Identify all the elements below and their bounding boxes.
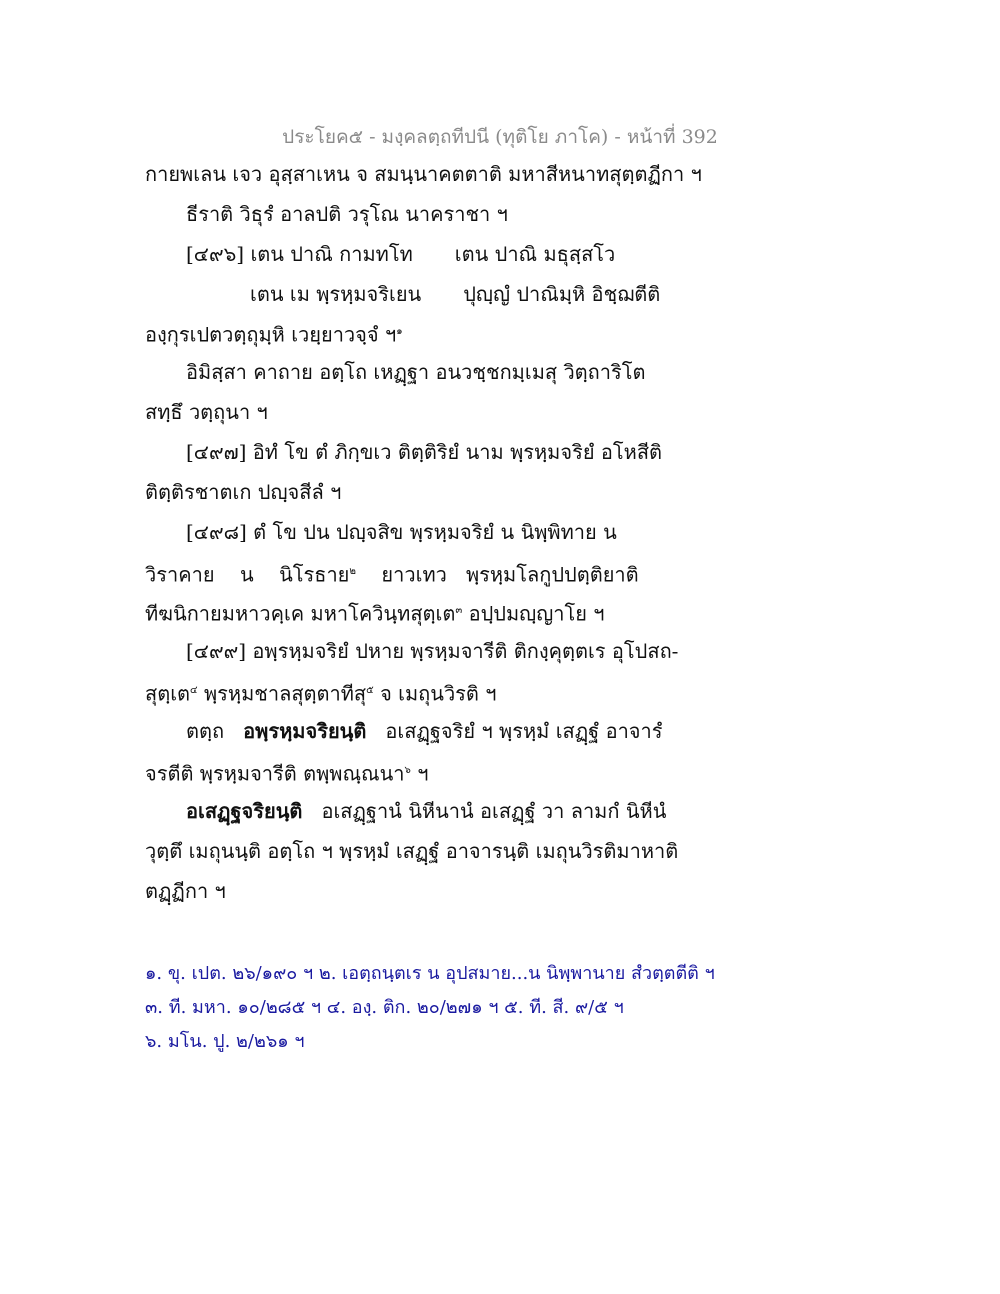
footnote-marker-4: ๔ — [190, 685, 198, 696]
text-11d: ยาวเทว — [381, 562, 447, 587]
text-16b: ฯ — [417, 761, 429, 786]
footnote-marker-5: ๕ — [366, 685, 374, 696]
term-abrahmacariya: อพฺรหฺมจริยนฺติ — [243, 719, 367, 743]
text-line-18: วุตฺตึ เมถุนนฺติ อตฺโถ ฯ พฺรหฺมํ เสฏฺฐํ อาจารนฺติ เมถุนวิรติมาหาติ — [145, 839, 679, 863]
footnote-marker-3: ๓ — [455, 605, 463, 616]
text-line-6: อิมิสฺสา คาถาย อตฺโถ เหฏฺฐา อนวชฺชกมฺเมสุ วิตฺถาริโต — [186, 360, 646, 384]
text-14c: จ เมถุนวิรติ ฯ — [380, 681, 497, 706]
verse-1a: [๔๙๖] เตน ปาณิ กามทโท — [186, 242, 413, 266]
text-line-12 — [145, 597, 605, 628]
footnote-line-3: ๖. มโน. ปู. ๒/๒๖๑ ฯ — [145, 1031, 305, 1052]
text-line-7: สทฺธึ วตฺถุนา ฯ — [145, 400, 268, 424]
text-line-17 — [186, 797, 666, 825]
text-line-10: [๔๙๘] ตํ โข ปน ปญฺจสิข พฺรหฺมจริยํ น นิพฺพิทาย น — [186, 520, 617, 544]
verse-1b: เตน ปาณิ มธุสฺสโว — [454, 242, 616, 266]
text-line-19: ตฏฺฏีกา ฯ — [145, 879, 226, 903]
text-16a: จรตีติ พฺรหฺมจารีติ ตพฺพณฺณนา — [145, 761, 405, 786]
text-line-9: ติตฺติรชาตเก ปญฺจสีลํ ฯ — [145, 480, 342, 504]
text-14b: พฺรหฺมชาลสุตฺตาทีสุ — [203, 681, 367, 706]
text-12b: อปฺปมญฺญาโย ฯ — [468, 601, 605, 626]
text-15c: อเสฏฺฐจริยํ ฯ พฺรหฺมํ เสฏฺฐํ อาจารํ — [385, 719, 663, 743]
footnote-marker-1: ๑ — [396, 326, 403, 337]
text-12a: ทีฆนิกายมหาวคฺเค มหาโควินฺทสุตฺเต — [145, 601, 456, 626]
text-15a: ตตฺถ — [186, 719, 225, 743]
text-17b: อเสฏฺฐานํ นิหีนานํ อเสฏฺฐํ วา ลามกํ นิหีนํ — [321, 799, 667, 823]
term-asetthacariya: อเสฏฺฐจริยนฺติ — [186, 799, 303, 823]
text-line-5 — [145, 318, 403, 349]
text-line-13: [๔๙๙] อพฺรหฺมจริยํ ปหาย พฺรหฺมจารีติ ติกงฺคุตฺตเร อุโปสถ- — [186, 639, 679, 663]
text-line-14 — [145, 677, 497, 708]
text-11e: พฺรหฺมโลกูปปตฺติยาติ — [465, 562, 639, 587]
footnote-line-2: ๓. ที. มหา. ๑๐/๒๘๕ ฯ ๔. องฺ. ติก. ๒๐/๒๗๑ ฯ ๕. ที. สี. ๙/๕ ฯ — [145, 997, 624, 1018]
text-line-11 — [145, 558, 639, 589]
text-line-1: กายพเลน เจว อุสฺสาเหน จ สมนฺนาคตตาติ มหาสีหนาทสุตฺตฏีกา ฯ — [145, 162, 702, 186]
verse-2b: ปุญฺญํ ปาณิมฺหิ อิชฺฌตีติ — [463, 282, 661, 306]
verse-line-1 — [186, 240, 615, 268]
text-14a: สุตฺเต — [145, 681, 191, 706]
text-line-5-main: องฺกุรเปตวตฺถุมฺหิ เวยฺยาวจฺจํ ฯ — [145, 322, 397, 347]
text-11c: นิโรธาย — [279, 562, 350, 587]
text-11a: วิราคาย — [145, 562, 215, 587]
text-line-16 — [145, 757, 428, 788]
text-line-2: ธีราติ วิธุรํ อาลปติ วรุโณ นาคราชา ฯ — [186, 202, 508, 226]
text-line-15 — [186, 717, 663, 745]
text-line-8: [๔๙๗] อิทํ โข ตํ ภิกฺขเว ติตฺติริยํ นาม พฺรหฺมจริยํ อโหสีติ — [186, 440, 663, 464]
footnote-marker-2: ๒ — [349, 566, 356, 577]
footnote-line-1: ๑. ขุ. เปต. ๒๖/๑๙๐ ฯ ๒. เอตฺถนฺตเร น อุปสมาย...น นิพฺพานาย สํวตฺตตีติ ฯ — [145, 963, 715, 984]
verse-2a: เตน เม พฺรหฺมจริเยน — [250, 282, 422, 306]
text-11b: น — [239, 562, 254, 587]
verse-line-2 — [250, 280, 660, 308]
page-header: ประโยค๕ - มงฺคลตฺถทีปนี (ทุติโย ภาโค) - หน้าที่ 392 — [282, 126, 718, 148]
footnote-marker-6: ๖ — [404, 765, 411, 776]
